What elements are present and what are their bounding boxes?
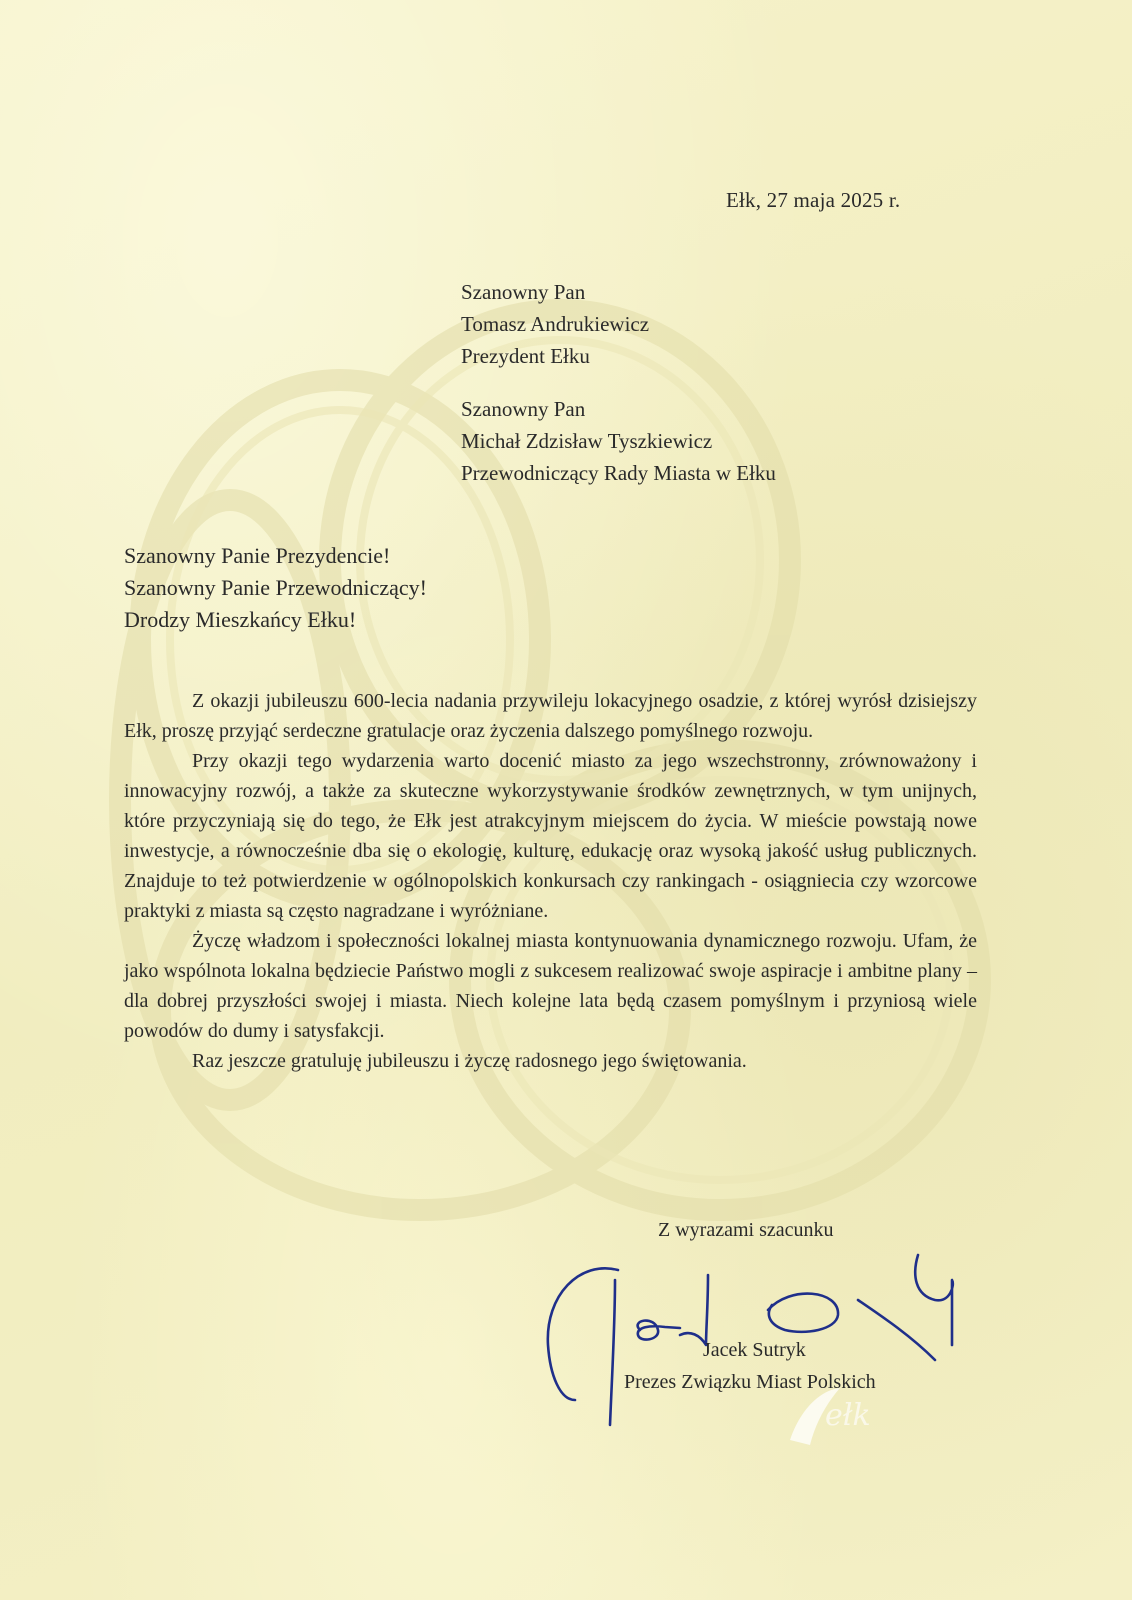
addressee-name: Michał Zdzisław Tyszkiewicz bbox=[461, 429, 713, 453]
greeting-line: Szanowny Panie Prezydencie! bbox=[124, 543, 391, 568]
addressee-title: Przewodniczący Rady Miasta w Ełku bbox=[461, 461, 776, 485]
addressee-block-2 bbox=[461, 393, 776, 489]
body-paragraph: Z okazji jubileuszu 600-lecia nadania przywileju lokacyjnego osadzie, z której wyrósł dzisiejszy Ełk, proszę przyjąć serdeczne gratulacje oraz życzenia dalszego pomyślnego rozwoju. bbox=[124, 690, 977, 742]
body-paragraph: Przy okazji tego wydarzenia warto docenić miasto za jego wszechstronny, zrównoważony i innowacyjny rozwój, a także za skuteczne wykorzystywanie środków zewnętrznych, w tym unijnych, które przyczyniają się do tego, że Ełk jest atrakcyjnym miejscem do życia. W mieście powstają nowe inwestycje, a równocześnie dba się o ekologię, kulturę, edukację oraz wysoką jakość usług publicznych. Znajduje to też potwierdzenie w ogólnopolskich konkursach czy rankingach - osiągniecia czy wzorcowe praktyki z miasta są często nagradzane i wyróżniane. bbox=[124, 750, 977, 922]
addressee-salutation: Szanowny Pan bbox=[461, 280, 586, 304]
stamp-text: ełk bbox=[825, 1398, 871, 1433]
letter-body bbox=[124, 686, 977, 1076]
letter-date: Ełk, 27 maja 2025 r. bbox=[726, 188, 901, 212]
signer-title: Prezes Związku Miast Polskich bbox=[624, 1371, 876, 1393]
body-paragraph: Życzę władzom i społeczności lokalnej miasta kontynuowania dynamicznego rozwoju. Ufam, że jako wspólnota lokalna będziecie Państwo mogli z sukcesem realizować swoje aspiracje i ambitne plany – dla dobrej przyszłości swojej i miasta. Niech kolejne lata będą czasem pomyślnym i przyniosą wiele powodów do dumy i satysfakcji. bbox=[124, 930, 977, 1042]
greeting-block bbox=[124, 540, 427, 636]
addressee-title: Prezydent Ełku bbox=[461, 344, 590, 368]
closing-phrase: Z wyrazami szacunku bbox=[658, 1219, 834, 1241]
greeting-line: Drodzy Mieszkańcy Ełku! bbox=[124, 607, 357, 632]
signer-name: Jacek Sutryk bbox=[703, 1339, 806, 1361]
addressee-block-1 bbox=[461, 276, 649, 372]
addressee-name: Tomasz Andrukiewicz bbox=[461, 312, 650, 336]
greeting-line: Szanowny Panie Przewodniczący! bbox=[124, 575, 428, 600]
body-paragraph: Raz jeszcze gratuluję jubileuszu i życzę radosnego jego świętowania. bbox=[192, 1050, 747, 1072]
elk-logo-icon bbox=[780, 1380, 910, 1450]
addressee-salutation: Szanowny Pan bbox=[461, 397, 586, 421]
